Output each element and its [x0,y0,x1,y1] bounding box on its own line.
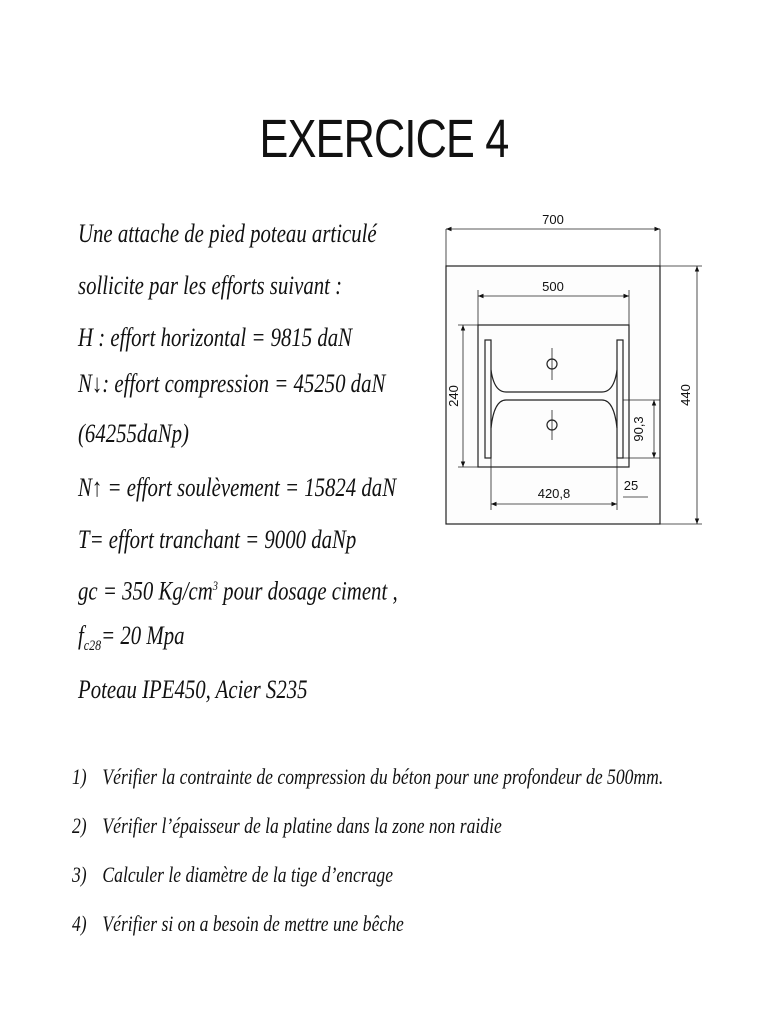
svg-text:240: 240 [446,385,461,407]
intro-line-1: Une attache de pied poteau articulé [78,219,377,248]
question-text: Vérifier l’épaisseur de la platine dans la zone non raidie [102,813,502,838]
question-list [72,757,663,953]
column-steel: Poteau IPE450, Acier S235 [78,675,308,704]
list-item [72,904,663,953]
question-number: 4) [72,911,87,936]
concrete-strength: $f_{c28}= 20$ Mpa [78,621,185,655]
svg-text:440: 440 [678,384,693,406]
shear-force: T= effort tranchant = 9000 daNp [78,525,357,554]
list-item [72,806,663,855]
svg-text:500: 500 [542,279,564,294]
question-number: 3) [72,862,87,887]
question-text: Calculer le diamètre de la tige d’encrage [102,862,394,887]
compression-force: N↓: effort compression = 45250 daN [78,369,386,398]
svg-text:25: 25 [623,478,639,493]
list-item [72,855,663,904]
dimension-440 [660,266,702,524]
question-text: Vérifier si on a besoin de mettre une bêche [102,911,404,936]
question-text: Vérifier la contrainte de compression du béton pour une profondeur de 500mm. [102,764,664,789]
exercise-title: EXERCICE 4 [259,109,509,169]
uplift-force: N↑ = effort soulèvement = 15824 daN [78,473,397,502]
dimension-700 [446,212,660,266]
cement-dosage: gc = 350 $Kg/cm^3$ pour dosage ciment , [78,576,398,606]
compression-force-ultimate: (64255daNp) [78,419,189,448]
question-number: 1) [72,764,87,789]
arrow-up-icon: ↑ [91,473,103,502]
horizontal-force: H : effort horizontal = 9815 daN [78,323,353,352]
svg-text:90,3: 90,3 [631,416,646,442]
svg-text:700: 700 [542,212,564,227]
list-item [72,757,663,806]
intro-line-2: sollicite par les efforts suivant : [78,271,343,300]
arrow-down-icon: ↓ [91,369,103,398]
question-number: 2) [72,813,87,838]
svg-text:420,8: 420,8 [537,486,571,501]
